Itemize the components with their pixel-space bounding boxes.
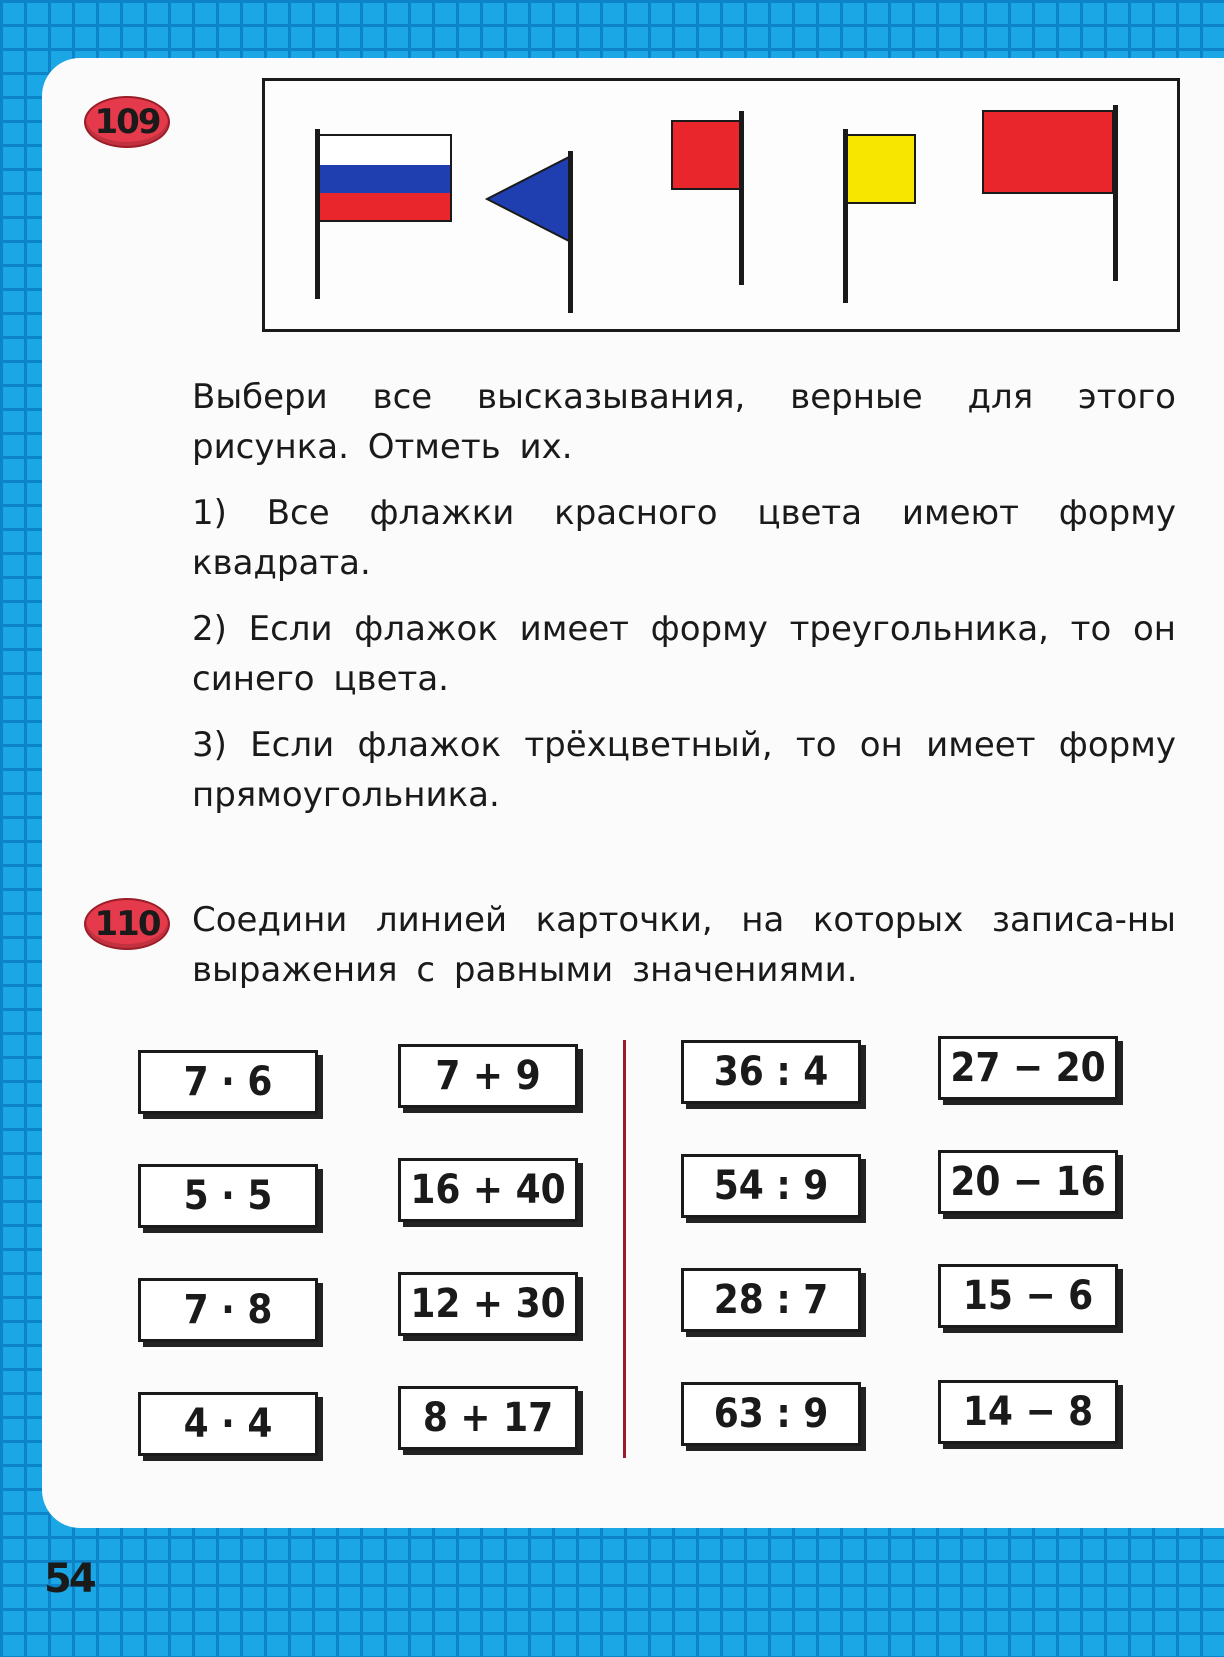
- task-109-intro: Выбери все высказывания, верные для этого рисунка. Отметь их.: [192, 377, 1176, 467]
- task-109-statement-2[interactable]: 2) Если флажок имеет форму треугольника, то он синего цвета.: [192, 609, 1176, 699]
- task-109-statement-1[interactable]: 1) Все флажки красного цвета имеют форму квадрата.: [192, 493, 1176, 583]
- expression-card[interactable]: 54 : 9: [681, 1154, 861, 1218]
- red-rectangle-flag: [983, 105, 1118, 281]
- expression-card[interactable]: 7 · 6: [138, 1050, 318, 1114]
- blue-triangle-flag: [487, 151, 573, 313]
- expression-card[interactable]: 7 + 9: [398, 1044, 578, 1108]
- flags-picture: [262, 78, 1180, 332]
- flags-illustration: [265, 81, 1177, 329]
- yellow-square-flag: [843, 129, 915, 303]
- expression-card[interactable]: 8 + 17: [398, 1386, 578, 1450]
- flag-square-yellow: [847, 135, 915, 203]
- flag-rectangle-red: [983, 111, 1113, 193]
- flag-pole: [843, 129, 848, 303]
- task-109-badge: 109: [84, 96, 170, 148]
- expression-card[interactable]: 36 : 4: [681, 1040, 861, 1104]
- expression-card[interactable]: 63 : 9: [681, 1382, 861, 1446]
- flag-pole: [568, 151, 573, 313]
- red-square-flag: [672, 111, 744, 285]
- task-110-instruction: Соедини линией карточки, на которых записа-ны выражения с равными значениями.: [192, 900, 1176, 990]
- expression-card[interactable]: 15 − 6: [938, 1264, 1118, 1328]
- expression-card[interactable]: 16 + 40: [398, 1158, 578, 1222]
- flag-stripe-white: [319, 135, 451, 165]
- expression-card[interactable]: 20 − 16: [938, 1150, 1118, 1214]
- task-110-badge: 110: [84, 898, 170, 950]
- flag-stripe-blue: [319, 165, 451, 193]
- expression-card[interactable]: 14 − 8: [938, 1380, 1118, 1444]
- flag-stripe-red: [319, 193, 451, 221]
- flag-pole: [1113, 105, 1118, 281]
- flag-square-red: [672, 121, 740, 189]
- page-number: 54: [44, 1556, 94, 1602]
- task-109-statement-3[interactable]: 3) Если флажок трёхцветный, то он имеет форму прямоугольника.: [192, 725, 1176, 815]
- flag-pole: [315, 129, 320, 299]
- expression-card[interactable]: 28 : 7: [681, 1268, 861, 1332]
- expression-card[interactable]: 7 · 8: [138, 1278, 318, 1342]
- expression-card[interactable]: 4 · 4: [138, 1392, 318, 1456]
- expression-card[interactable]: 12 + 30: [398, 1272, 578, 1336]
- column-divider: [623, 1040, 626, 1458]
- expression-card[interactable]: 27 − 20: [938, 1036, 1118, 1100]
- tricolor-rectangle-flag: [315, 129, 451, 299]
- flag-triangle: [487, 157, 569, 241]
- expression-card[interactable]: 5 · 5: [138, 1164, 318, 1228]
- flag-pole: [739, 111, 744, 285]
